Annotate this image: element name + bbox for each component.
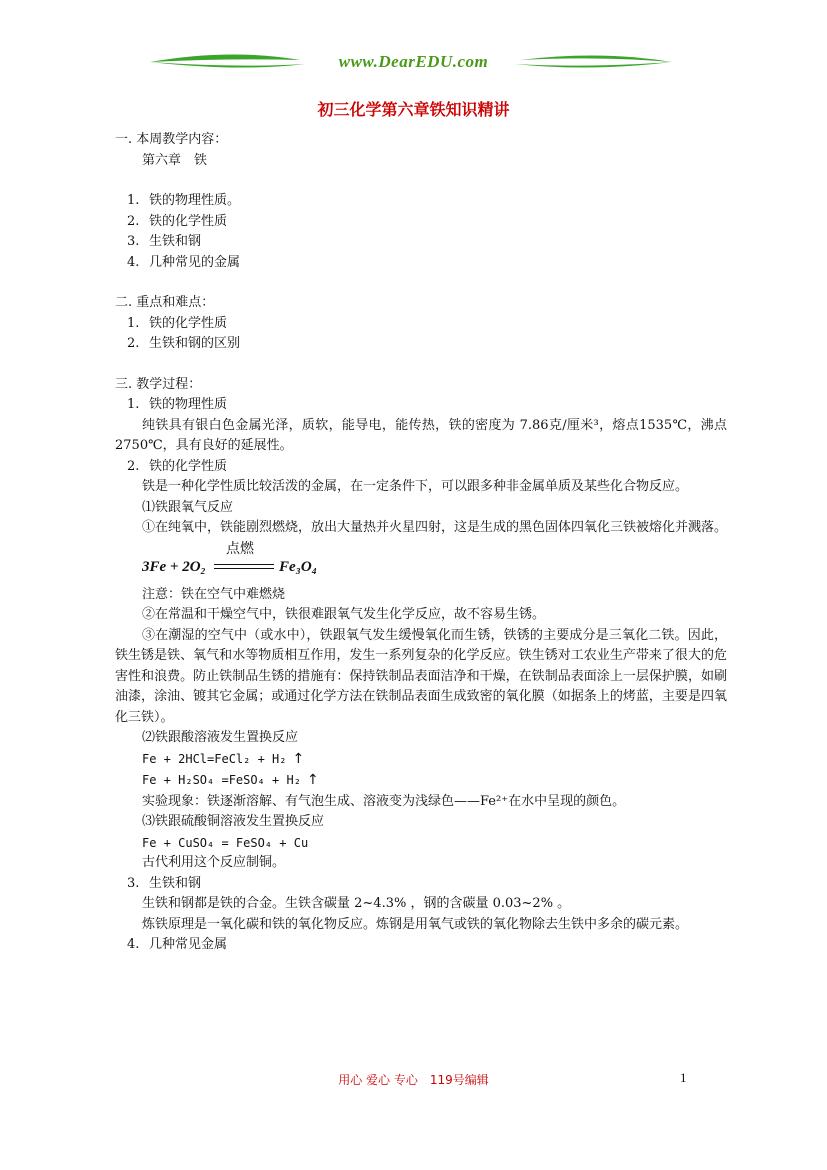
page-title: 初三化学第六章铁知识精讲 <box>317 100 510 119</box>
list-item: 2. 生铁和钢的区别 <box>127 336 241 351</box>
chapter-line: 第六章 铁 <box>142 152 208 168</box>
list-item: 1. 铁的物理性质。 <box>127 193 241 208</box>
subsection-title: 4. 几种常见金属 <box>127 937 228 952</box>
reaction-title: ⑴铁跟氧气反应 <box>142 499 234 515</box>
reaction-title: ⑶铁跟硫酸铜溶液发生置换反应 <box>142 814 325 829</box>
paragraph: 炼铁原理是一氧化碳和铁的氧化物反应。炼钢是用氧气或铁的氧化物除去生铁中多余的碳元素。 <box>142 916 689 932</box>
paragraph: ③在潮湿的空气中（或水中），铁跟氧气发生缓慢氧化而生锈，铁锈的主要成分是三氧化二铁。因此，铁生锈是铁、氧气和水等物质相互作用，发生一系列复杂的化学反应。铁生锈对工农业生产带来了很大的危害性和浪费。防止铁制品生锈的措施有：保持铁制品表面洁净和干燥，在铁制品表面涂上一层保护膜，如刷油漆，涂油、镀其它金属；或通过化学方法在铁制品表面生成致密的氧化膜（如据条上的烤蓝，主要是四氧化三铁）。 <box>115 627 727 725</box>
paragraph: 纯铁具有银白色金属光泽，质软，能导电，能传热，铁的密度为 7.86克/厘米³，熔点1535℃，沸点2750℃，具有良好的延展性。 <box>115 417 727 453</box>
equation-condition: 点燃 <box>226 540 254 557</box>
equation-lhs: 3Fe + 2O₂ <box>142 558 206 575</box>
chemical-equation <box>115 539 727 585</box>
page-number: 1 <box>680 1070 687 1085</box>
observation: 实验现象：铁逐渐溶解、有气泡生成、溶液变为浅绿色——Fe²⁺在水中呈现的颜色。 <box>142 793 626 809</box>
paragraph: 生铁和钢都是铁的合金。生铁含碳量 2~4.3% ，钢的含碳量 0.03~2% 。 <box>142 896 571 911</box>
up-arrow-icon: ↑ <box>306 772 319 788</box>
list-item: 3. 生铁和钢 <box>127 234 202 249</box>
reaction-title: ⑵铁跟酸溶液发生置换反应 <box>142 730 299 745</box>
section-heading: 一. 本周教学内容： <box>115 132 228 147</box>
section-heading: 二. 重点和难点： <box>115 295 215 310</box>
site-url: www.DearEDU.com <box>338 52 489 71</box>
paragraph: ②在常温和干燥空气中，铁很难跟氧气发生化学反应，故不容易生锈。 <box>142 607 546 622</box>
paragraph: 古代利用这个反应制铜。 <box>142 855 286 870</box>
subsection-title: 2. 铁的化学性质 <box>127 458 228 474</box>
up-arrow-icon: ↑ <box>292 750 305 767</box>
equation-line: Fe + CuSO₄ = FeSO₄ + Cu <box>142 835 309 850</box>
subsection-title: 1. 铁的物理性质 <box>127 397 228 412</box>
equation-line: Fe + H₂SO₄ =FeSO₄ + H₂ ↑ <box>142 772 319 788</box>
equation-line: Fe + 2HCl=FeCl₂ + H₂ ↑ <box>142 750 305 767</box>
list-item: 1. 铁的化学性质 <box>127 315 228 331</box>
paragraph: 铁是一种化学性质比较活泼的金属，在一定条件下，可以跟多种非金属单质及某些化合物反应。 <box>142 479 689 494</box>
document-body <box>115 130 727 956</box>
equation-rhs: Fe₃O₄ <box>279 558 317 575</box>
section-heading: 三. 教学过程： <box>115 376 202 392</box>
paragraph: ①在纯氧中，铁能剧烈燃烧，放出大量热并火星四射，这是生成的黑色固体四氧化三铁被熔化并溅落。 <box>142 520 728 535</box>
footer-text: 用心 爱心 专心 119号编辑 <box>338 1073 489 1087</box>
site-header <box>0 48 827 80</box>
list-item: 4. 几种常见的金属 <box>127 254 241 270</box>
list-item: 2. 铁的化学性质 <box>127 213 228 229</box>
subsection-title: 3. 生铁和钢 <box>127 875 202 891</box>
note: 注意：铁在空气中难燃烧 <box>142 586 286 602</box>
